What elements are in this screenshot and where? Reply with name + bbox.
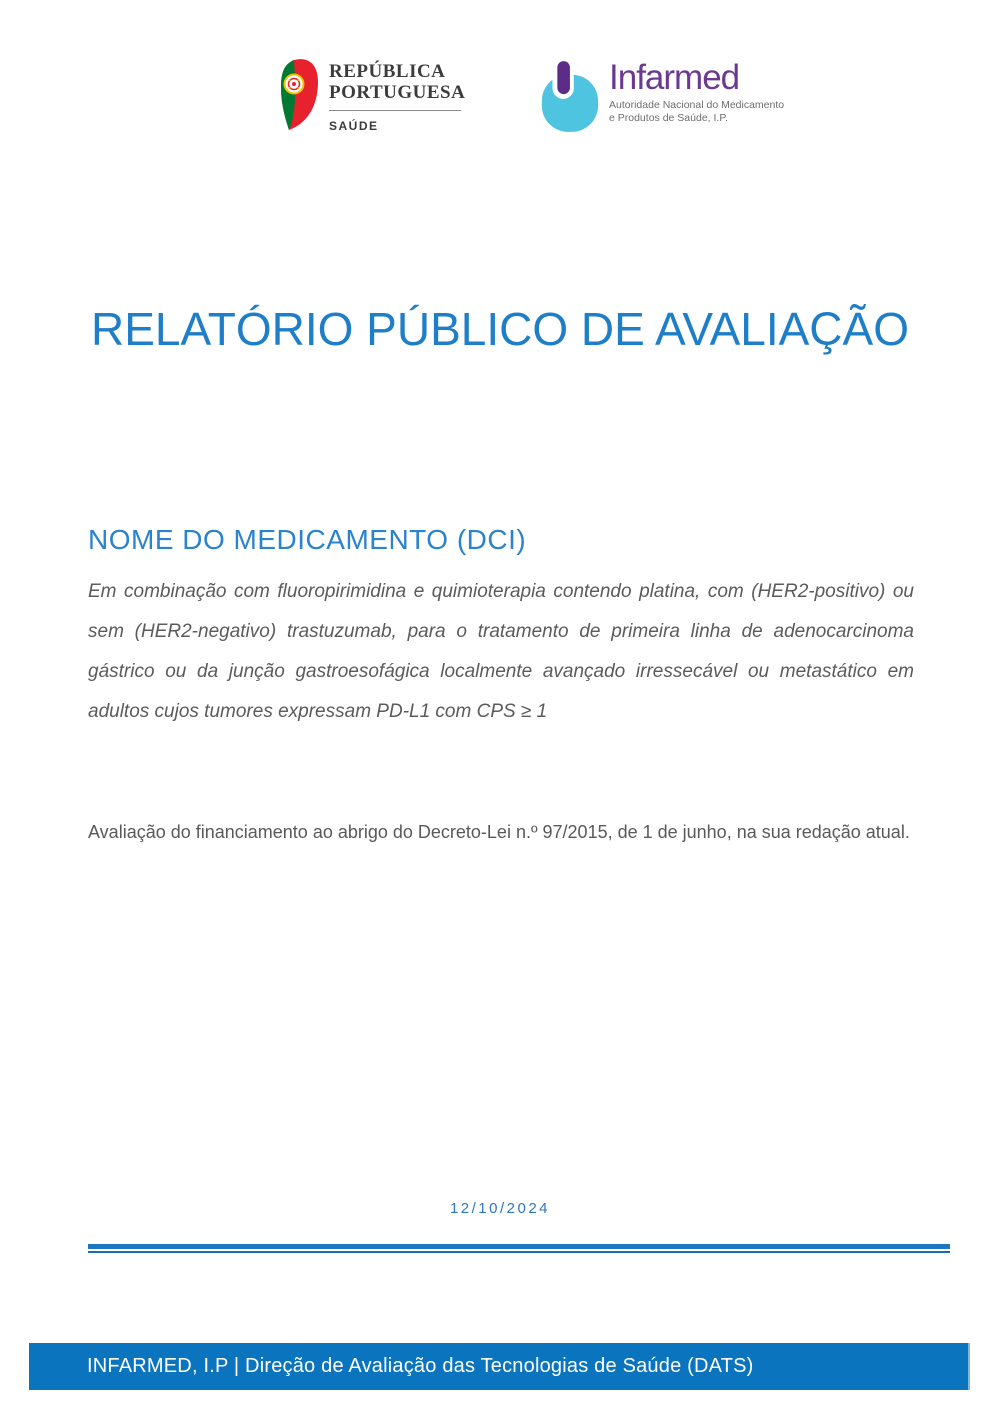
infarmed-subtitle-line2: e Produtos de Saúde, I.P. [609,112,728,124]
evaluation-paragraph: Avaliação do financiamento ao abrigo do Decreto-Lei n.º 97/2015, de 1 de junho, na sua redação atual. [88,822,910,842]
infarmed-subtitle [609,99,784,125]
infarmed-wordmark: Infarmed [609,58,740,97]
gov-logo-line2: PORTUGUESA [329,82,466,103]
infarmed-logo [537,58,784,134]
republica-portuguesa-logo [278,57,465,133]
report-date: 12/10/2024 [449,1200,551,1217]
horizontal-double-rule [88,1244,950,1253]
footer-banner [29,1343,970,1390]
gov-logo-text [329,57,465,133]
gov-logo-department: SAÚDE [329,119,379,133]
infarmed-logo-text [609,60,784,125]
gov-logo-divider [329,110,461,111]
gov-logo-line1: REPÚBLICA [329,61,446,82]
infarmed-power-icon [537,58,599,134]
report-title: RELATÓRIO PÚBLICO DE AVALIAÇÃO [90,303,909,355]
medicine-name-heading: NOME DO MEDICAMENTO (DCI) [88,524,527,555]
footer-text: INFARMED, I.P | Direção de Avaliação das Tecnologias de Saúde (DATS) [87,1355,754,1377]
infarmed-subtitle-line1: Autoridade Nacional do Medicamento [609,99,785,111]
indication-paragraph: Em combinação com fluoropirimidina e quimioterapia contendo platina, com (HER2-positivo) ou sem (HER2-negativo) trastuzumab, para o tratamento de primeira linha de adenocarcinoma gástrico ou da junção gastroesofágica localmente avançado irressecável ou metastático em adultos cujos tumores expressam PD-L1 com CPS ≥ 1 [88,581,914,722]
portugal-flag-emblem-icon [278,57,320,133]
